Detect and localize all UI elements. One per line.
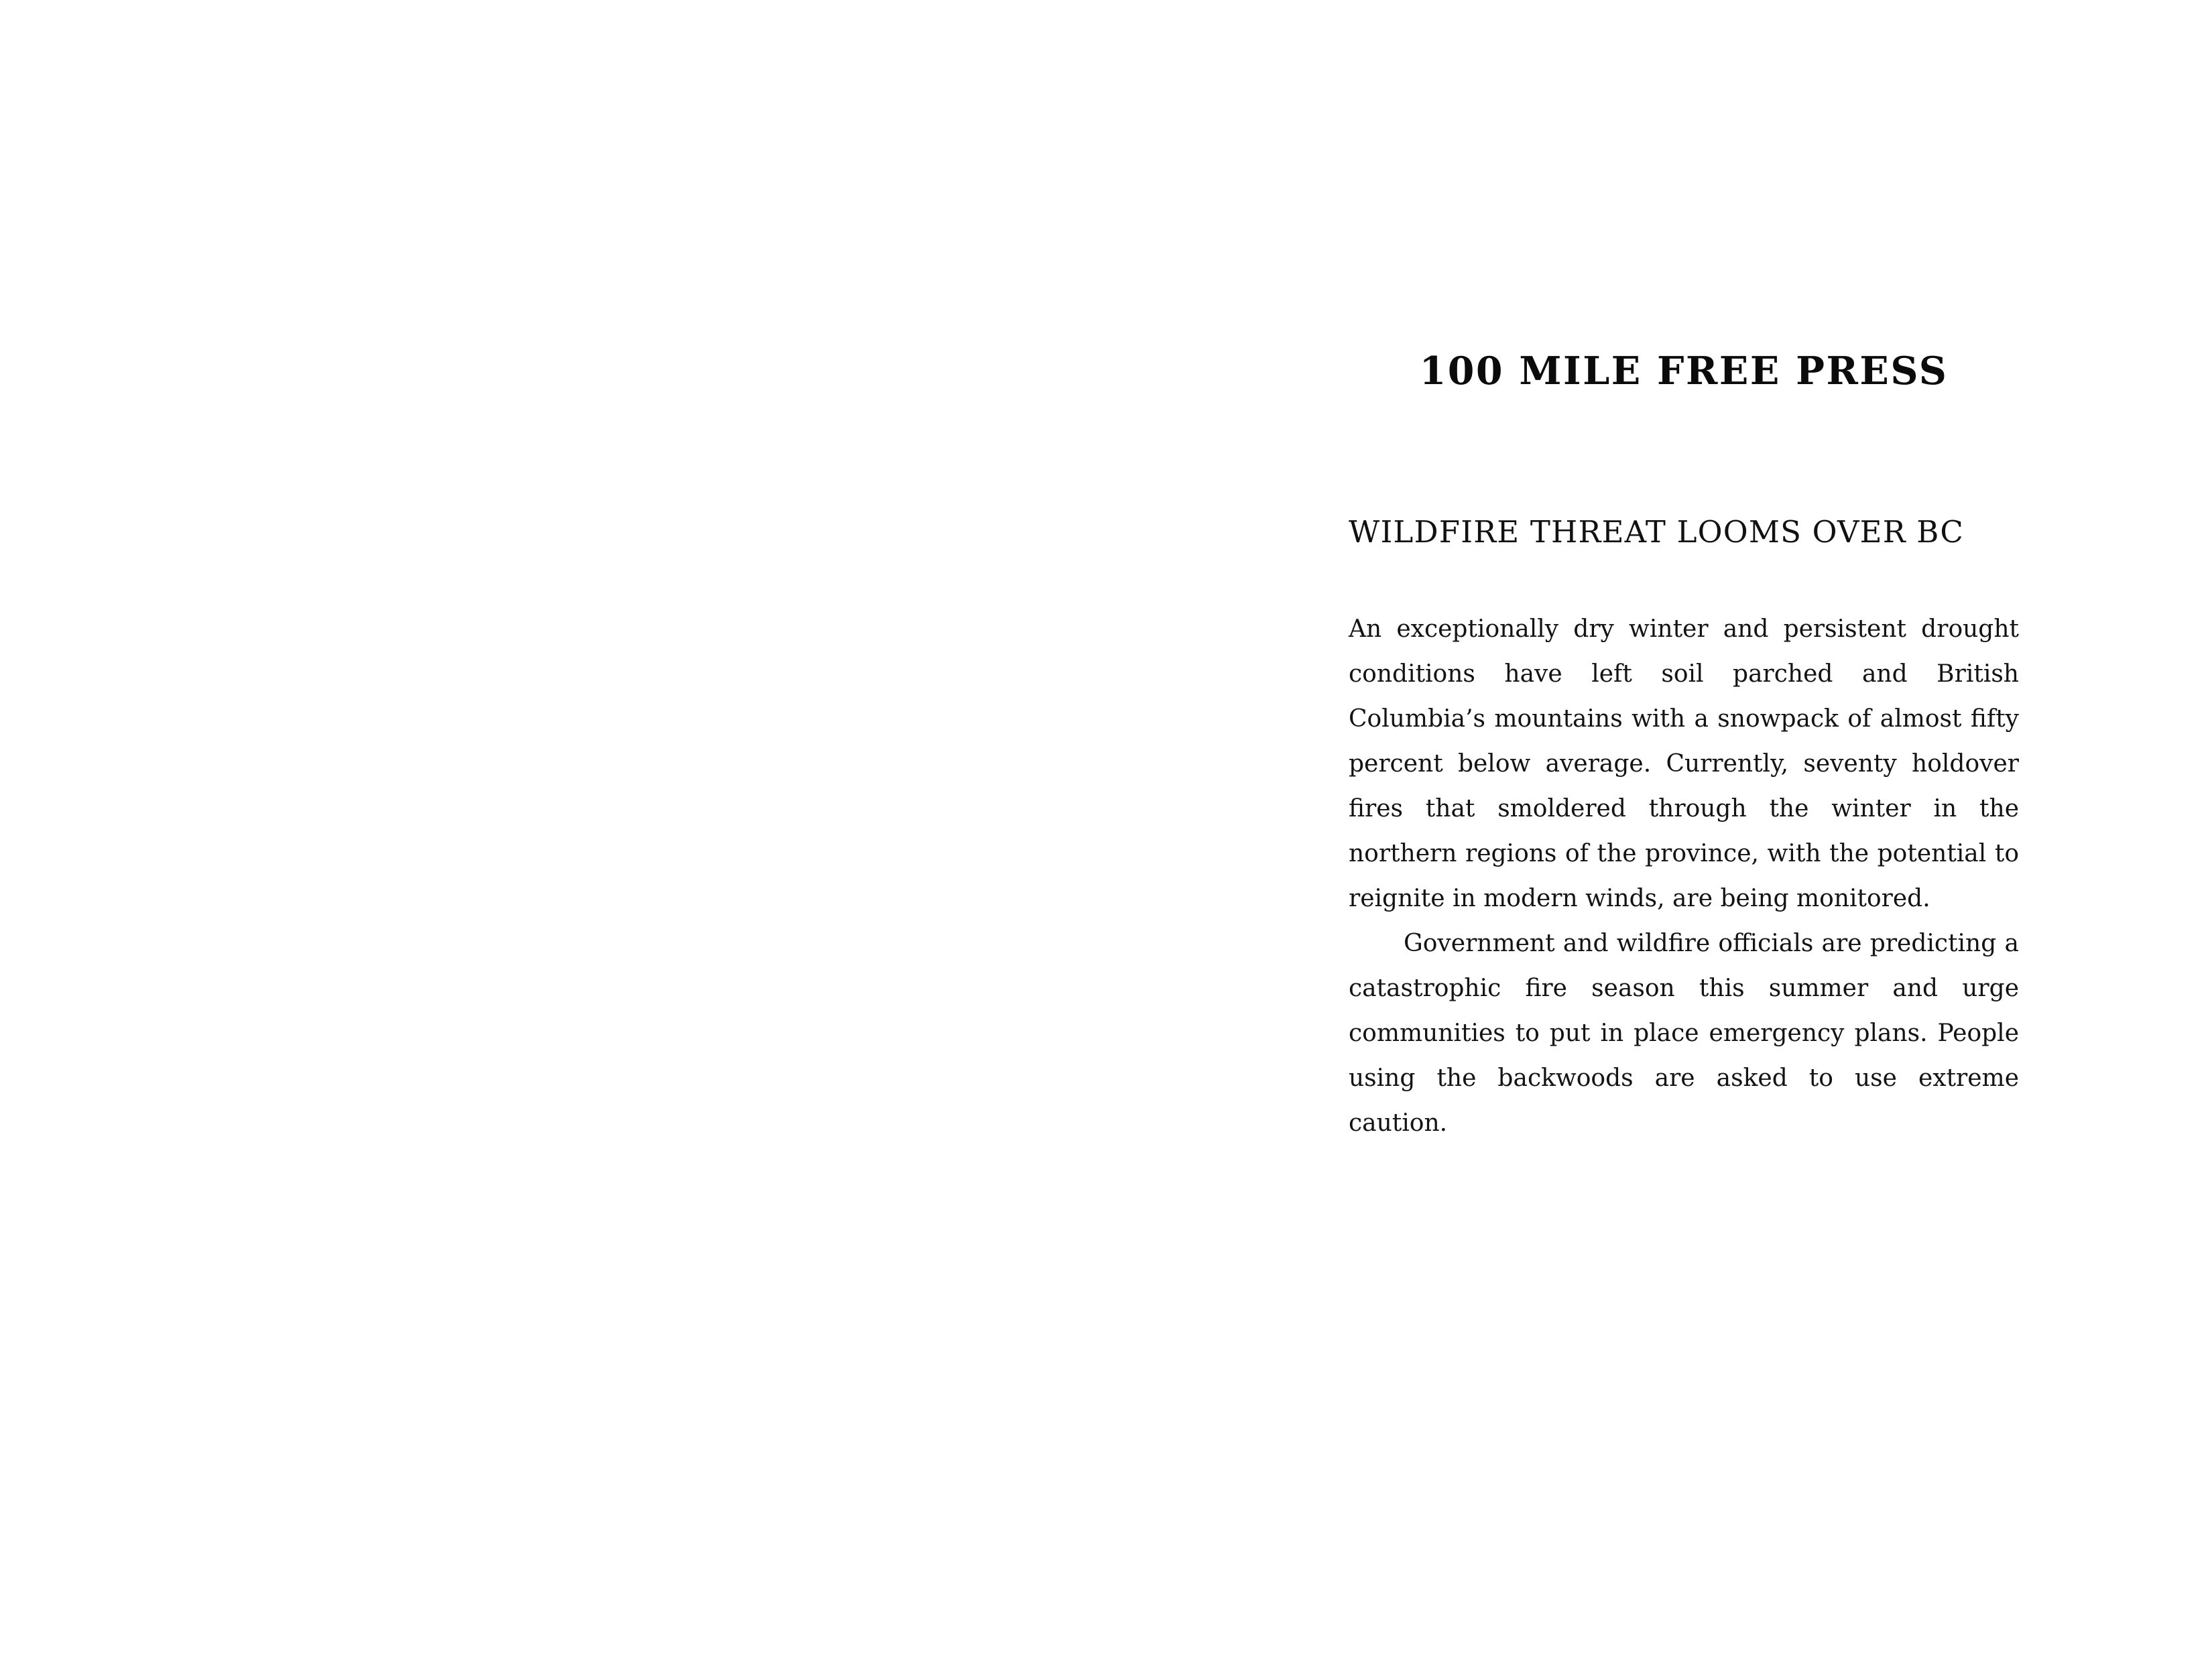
article-headline: WILDFIRE THREAT LOOMS OVER BC [1349,514,1965,550]
article-body [1349,607,2019,1146]
masthead-title: 100 MILE FREE PRESS [1419,349,1949,393]
article-paragraph-1: An exceptionally dry winter and persistent drought conditions have left soil parched and British Columbia’s mountains with a snowpack of almost fifty percent below average. Currently, seventy holdover fires that smoldered through the winter in the northern regions of the province, with the potential to reignite in modern winds, are being monitored. [1349,615,2019,912]
newspaper-article [1349,349,2019,1146]
article-paragraph-2: Government and wildfire officials are predicting a catastrophic fire season this summer and urge communities to put in place emergency plans. People using the backwoods are asked to use extreme caution. [1349,930,2019,1137]
